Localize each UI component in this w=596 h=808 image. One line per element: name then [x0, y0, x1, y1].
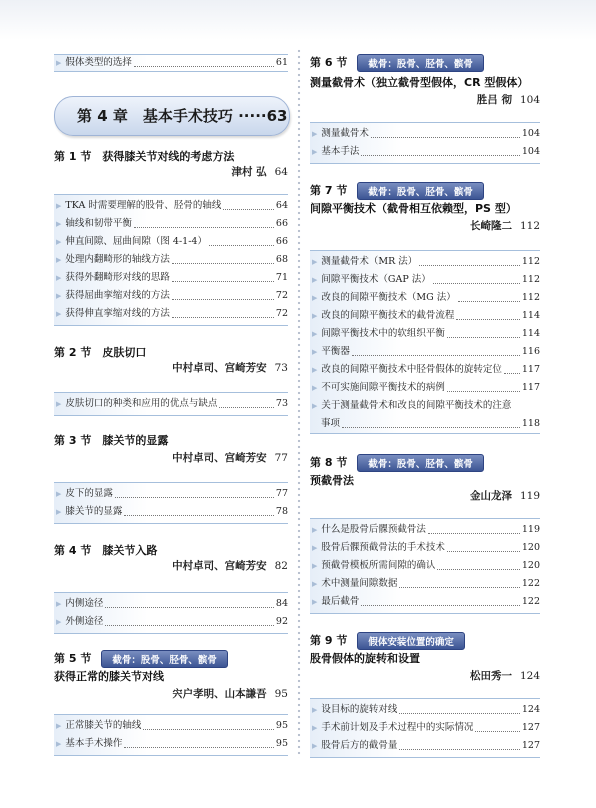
triangle-icon: ▶ — [56, 238, 62, 246]
triangle-icon: ▶ — [56, 59, 62, 67]
toc-entry[interactable]: ▶ 获得屈曲挛缩对线的方法 72 — [54, 287, 288, 305]
toc-entry[interactable]: ▶ 基本手术操作 95 — [54, 735, 288, 753]
section-heading[interactable]: 第 5 节 截骨：股骨、胫骨、髌骨 — [54, 650, 228, 668]
triangle-icon: ▶ — [312, 384, 318, 392]
toc-entry[interactable]: ▶ 间隙平衡技术中的软组织平衡 114 — [310, 325, 540, 343]
section-author: 中村卓司、宫崎芳安 73 — [172, 362, 288, 374]
section-author: 松田秀一 124 — [469, 670, 540, 682]
toc-entry[interactable]: ▶ 测量截骨术 104 — [310, 125, 540, 143]
triangle-icon: ▶ — [312, 580, 318, 588]
toc-entry[interactable]: ▶ 改良的间隙平衡技术中胫骨假体的旋转定位 117 — [310, 361, 540, 379]
triangle-icon: ▶ — [312, 348, 318, 356]
triangle-icon: ▶ — [312, 366, 318, 374]
toc-entry[interactable]: ▶ 不可实施间隙平衡技术的病例 117 — [310, 379, 540, 397]
section-author: 津村 弘 64 — [231, 166, 288, 178]
chapter-banner[interactable] — [54, 96, 290, 136]
toc-entry[interactable]: ▶ 最后截骨 122 — [310, 593, 540, 611]
toc-entry[interactable]: ▶ 正常膝关节的轴线 95 — [54, 717, 288, 735]
toc-entry[interactable]: ▶ 手术前计划及手术过程中的实际情况 127 — [310, 719, 540, 737]
toc-entry[interactable]: ▶ 间隙平衡技术（GAP 法） 112 — [310, 271, 540, 289]
toc-entry[interactable]: ▶ 关于测量截骨术和改良的间隙平衡技术的注意 事项 118 — [310, 397, 540, 433]
category-badge: 截骨：股骨、胫骨、髌骨 — [357, 182, 484, 200]
triangle-icon: ▶ — [56, 310, 62, 318]
triangle-icon: ▶ — [56, 292, 62, 300]
left-column — [54, 0, 288, 808]
section-heading[interactable]: 第 8 节 截骨：股骨、胫骨、髌骨 — [310, 454, 484, 472]
triangle-icon: ▶ — [312, 130, 318, 138]
toc-entry[interactable]: ▶ 术中测量间隙数据 122 — [310, 575, 540, 593]
toc-entry[interactable]: ▶ 测量截骨术（MR 法） 112 — [310, 253, 540, 271]
triangle-icon: ▶ — [56, 490, 62, 498]
triangle-icon: ▶ — [312, 148, 318, 156]
toc-entry[interactable]: ▶ 获得伸直挛缩对线的方法 72 — [54, 305, 288, 323]
section-title[interactable]: 股骨假体的旋转和设置 — [310, 652, 420, 665]
triangle-icon: ▶ — [56, 740, 62, 748]
category-badge: 截骨：股骨、胫骨、髌骨 — [357, 54, 484, 72]
section-heading[interactable]: 第 6 节 截骨：股骨、胫骨、髌骨 — [310, 54, 484, 72]
section-heading[interactable]: 第 4 节 膝关节入路 — [54, 544, 158, 557]
toc-entry[interactable]: ▶ 平衡器 116 — [310, 343, 540, 361]
section-author: 长崎隆二 112 — [469, 220, 540, 232]
triangle-icon: ▶ — [312, 330, 318, 338]
category-badge: 截骨：股骨、胫骨、髌骨 — [357, 454, 484, 472]
section-heading[interactable]: 第 3 节 膝关节的显露 — [54, 434, 169, 447]
section-author: 金山龙泽 119 — [469, 490, 540, 502]
toc-entry[interactable]: ▶ 轴线和韧带平衡 66 — [54, 215, 288, 233]
toc-entry[interactable]: ▶ 假体类型的选择 61 — [54, 54, 288, 72]
toc-entry[interactable]: ▶ 基本手法 104 — [310, 143, 540, 161]
category-badge: 假体安装位置的确定 — [357, 632, 465, 650]
triangle-icon: ▶ — [312, 276, 318, 284]
triangle-icon: ▶ — [312, 706, 318, 714]
section-title[interactable]: 间隙平衡技术（截骨相互依赖型，PS 型） — [310, 202, 517, 215]
triangle-icon: ▶ — [312, 312, 318, 320]
triangle-icon: ▶ — [56, 722, 62, 730]
triangle-icon: ▶ — [56, 274, 62, 282]
toc-entry[interactable]: ▶ 预截骨模板所需间隙的确认 120 — [310, 557, 540, 575]
triangle-icon: ▶ — [56, 220, 62, 228]
section-author: 中村卓司、宫崎芳安 77 — [172, 452, 288, 464]
toc-entry[interactable]: ▶ 外侧途径 92 — [54, 613, 288, 631]
entry-box — [54, 54, 288, 72]
section-title[interactable]: 获得正常的膝关节对线 — [54, 670, 164, 683]
entry-box — [54, 592, 288, 634]
triangle-icon: ▶ — [56, 256, 62, 264]
toc-entry[interactable]: ▶ 皮下的显露 77 — [54, 485, 288, 503]
triangle-icon: ▶ — [56, 508, 62, 516]
triangle-icon: ▶ — [312, 544, 318, 552]
toc-entry[interactable]: ▶ 获得外翻畸形对线的思路 71 — [54, 269, 288, 287]
section-author: 胜吕 彻 104 — [476, 94, 540, 106]
triangle-icon: ▶ — [312, 294, 318, 302]
triangle-icon: ▶ — [312, 742, 318, 750]
toc-entry[interactable]: ▶ 膝关节的显露 78 — [54, 503, 288, 521]
entry-box — [54, 482, 288, 524]
entry-box — [54, 714, 288, 756]
entry-box — [54, 392, 288, 416]
toc-entry[interactable]: ▶ 皮肤切口的种类和应用的优点与缺点 73 — [54, 395, 288, 413]
entry-box — [310, 250, 540, 434]
entry-box — [310, 122, 540, 164]
section-author: 中村卓司、宫崎芳安 82 — [172, 560, 288, 572]
section-author: 宍户孝明、山本謙吾 95 — [172, 688, 288, 700]
entry-box — [310, 698, 540, 758]
triangle-icon: ▶ — [312, 258, 318, 266]
column-divider — [296, 48, 302, 758]
triangle-icon: ▶ — [312, 526, 318, 534]
section-heading[interactable]: 第 9 节 假体安装位置的确定 — [310, 632, 465, 650]
section-heading[interactable]: 第 2 节 皮肤切口 — [54, 346, 147, 359]
toc-entry[interactable]: ▶ 股骨后方的截骨量 127 — [310, 737, 540, 755]
entry-box — [310, 518, 540, 614]
toc-entry[interactable]: ▶ 改良的间隙平衡技术的截骨流程 114 — [310, 307, 540, 325]
section-heading[interactable]: 第 7 节 截骨：股骨、胫骨、髌骨 — [310, 182, 484, 200]
toc-entry[interactable]: ▶ 什么是股骨后髁预截骨法 119 — [310, 521, 540, 539]
triangle-icon: ▶ — [56, 202, 62, 210]
triangle-icon: ▶ — [312, 598, 318, 606]
section-heading[interactable]: 第 1 节 获得膝关节对线的考虑方法 — [54, 150, 235, 163]
section-title[interactable]: 测量截骨术（独立截骨型假体，CR 型假体） — [310, 76, 529, 89]
toc-entry[interactable]: ▶ TKA 时需要理解的股骨、胫骨的轴线 64 — [54, 197, 288, 215]
triangle-icon: ▶ — [56, 600, 62, 608]
triangle-icon: ▶ — [312, 402, 318, 410]
triangle-icon: ▶ — [312, 562, 318, 570]
toc-entry[interactable]: ▶ 设目标的旋转对线 124 — [310, 701, 540, 719]
right-column — [310, 0, 540, 808]
triangle-icon: ▶ — [56, 400, 62, 408]
triangle-icon: ▶ — [312, 724, 318, 732]
toc-entry[interactable]: ▶ 伸直间隙、屈曲间隙（图 4-1-4） 66 — [54, 233, 288, 251]
toc-entry[interactable]: ▶ 处理内翻畸形的轴线方法 68 — [54, 251, 288, 269]
category-badge: 截骨：股骨、胫骨、髌骨 — [101, 650, 228, 668]
entry-box — [54, 194, 288, 326]
chapter-title: 第 4 章 基本手术技巧 ·····63 — [77, 107, 288, 125]
toc-entry[interactable]: ▶ 改良的间隙平衡技术（MG 法） 112 — [310, 289, 540, 307]
triangle-icon: ▶ — [56, 618, 62, 626]
toc-entry[interactable]: ▶ 内侧途径 84 — [54, 595, 288, 613]
toc-entry[interactable]: ▶ 股骨后髁预截骨法的手术技术 120 — [310, 539, 540, 557]
section-title[interactable]: 预截骨法 — [310, 474, 354, 487]
